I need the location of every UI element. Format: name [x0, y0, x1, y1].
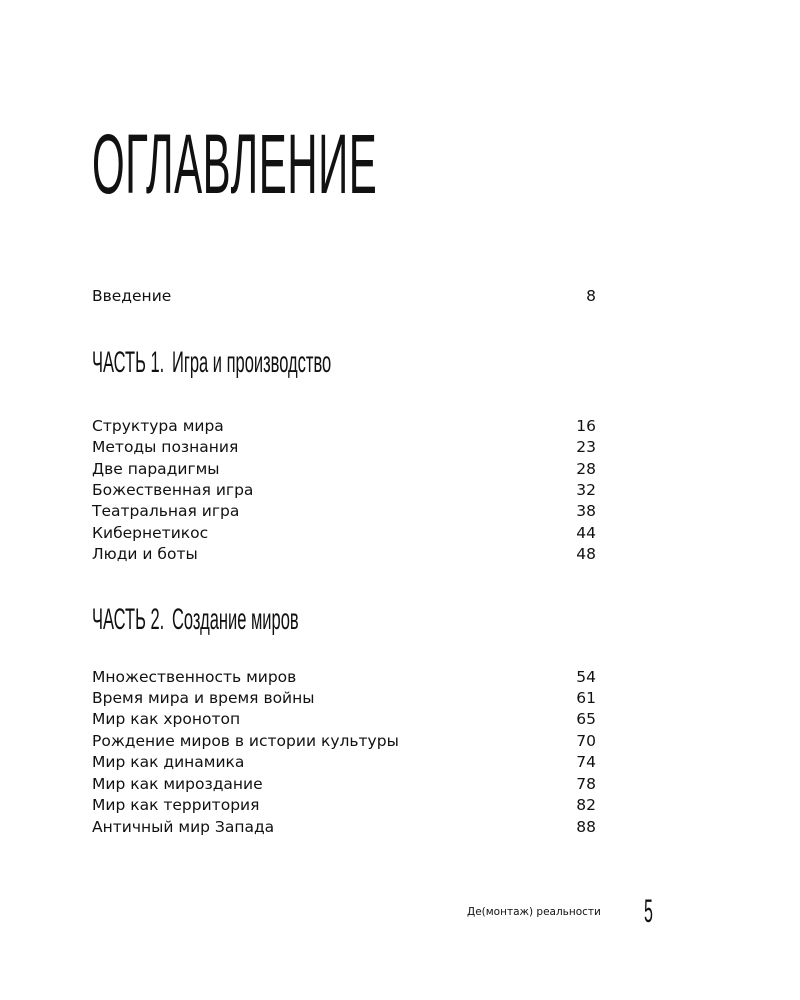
- toc-entry-page: 78: [576, 775, 596, 793]
- toc-entry-page: 8: [586, 287, 596, 305]
- part-title: Игра и производство: [171, 346, 332, 379]
- toc-entry-page: 74: [576, 753, 596, 771]
- toc-entry: [92, 794, 596, 816]
- page-number: 5: [644, 893, 653, 929]
- toc-entry-label: Две парадигмы: [92, 460, 220, 478]
- toc-entry-label: Кибернетикос: [92, 524, 209, 542]
- toc-entry-label: Время мира и время войны: [92, 689, 315, 707]
- toc-entry: [92, 730, 596, 752]
- toc-entry-label: Рождение миров в истории культуры: [92, 732, 399, 750]
- toc-entry: [92, 687, 596, 709]
- toc-entry-label: Мир как хронотоп: [92, 710, 241, 728]
- toc-entry-label: Театральная игра: [92, 502, 240, 520]
- toc-entry: [92, 458, 596, 480]
- toc-entry-page: 70: [576, 732, 596, 750]
- toc-entry: [92, 479, 596, 501]
- part-prefix: ЧАСТЬ 2.: [92, 603, 165, 636]
- part-title: Создание миров: [171, 603, 299, 636]
- toc-entry: [92, 522, 596, 544]
- toc-entry-page: 32: [576, 481, 596, 499]
- toc-entry-label: Античный мир Запада: [92, 818, 275, 836]
- toc-entry-page: 16: [576, 417, 596, 435]
- toc-entry-intro: [92, 285, 596, 307]
- toc-entry-page: 44: [576, 524, 596, 542]
- toc-entry: [92, 436, 596, 458]
- toc-entry-page: 28: [576, 460, 596, 478]
- toc-entry-label: Методы познания: [92, 438, 239, 456]
- toc-entry-page: 38: [576, 502, 596, 520]
- toc-entry-label: Мир как мироздание: [92, 775, 263, 793]
- toc-entry-label: Структура мира: [92, 417, 224, 435]
- toc-entry-page: 82: [576, 796, 596, 814]
- toc-entry: [92, 543, 596, 565]
- toc-entry: [92, 500, 596, 522]
- toc-entry: [92, 751, 596, 773]
- toc-entry: [92, 666, 596, 688]
- toc-entry-page: 65: [576, 710, 596, 728]
- toc-entry-label: Введение: [92, 287, 172, 305]
- part-1-heading: [92, 346, 422, 380]
- toc-entry: [92, 415, 596, 437]
- toc-entry-page: 88: [576, 818, 596, 836]
- part-prefix: ЧАСТЬ 1.: [92, 346, 165, 379]
- toc-entry-page: 48: [576, 545, 596, 563]
- toc-entry: [92, 773, 596, 795]
- toc-entry: [92, 816, 596, 838]
- toc-entry-page: 54: [576, 668, 596, 686]
- toc-entry-label: Люди и боты: [92, 545, 198, 563]
- toc-entry-page: 23: [576, 438, 596, 456]
- toc-entry-label: Мир как динамика: [92, 753, 245, 771]
- toc-entry-page: 61: [576, 689, 596, 707]
- toc-entry-label: Мир как территория: [92, 796, 260, 814]
- toc-entry-label: Божественная игра: [92, 481, 254, 499]
- page-title: ОГЛАВЛЕНИЕ: [92, 117, 378, 211]
- toc-entry: [92, 708, 596, 730]
- part-2-heading: [92, 603, 422, 637]
- toc-entry-label: Множественность миров: [92, 668, 297, 686]
- running-footer-title: Де(монтаж) реальности: [467, 906, 601, 918]
